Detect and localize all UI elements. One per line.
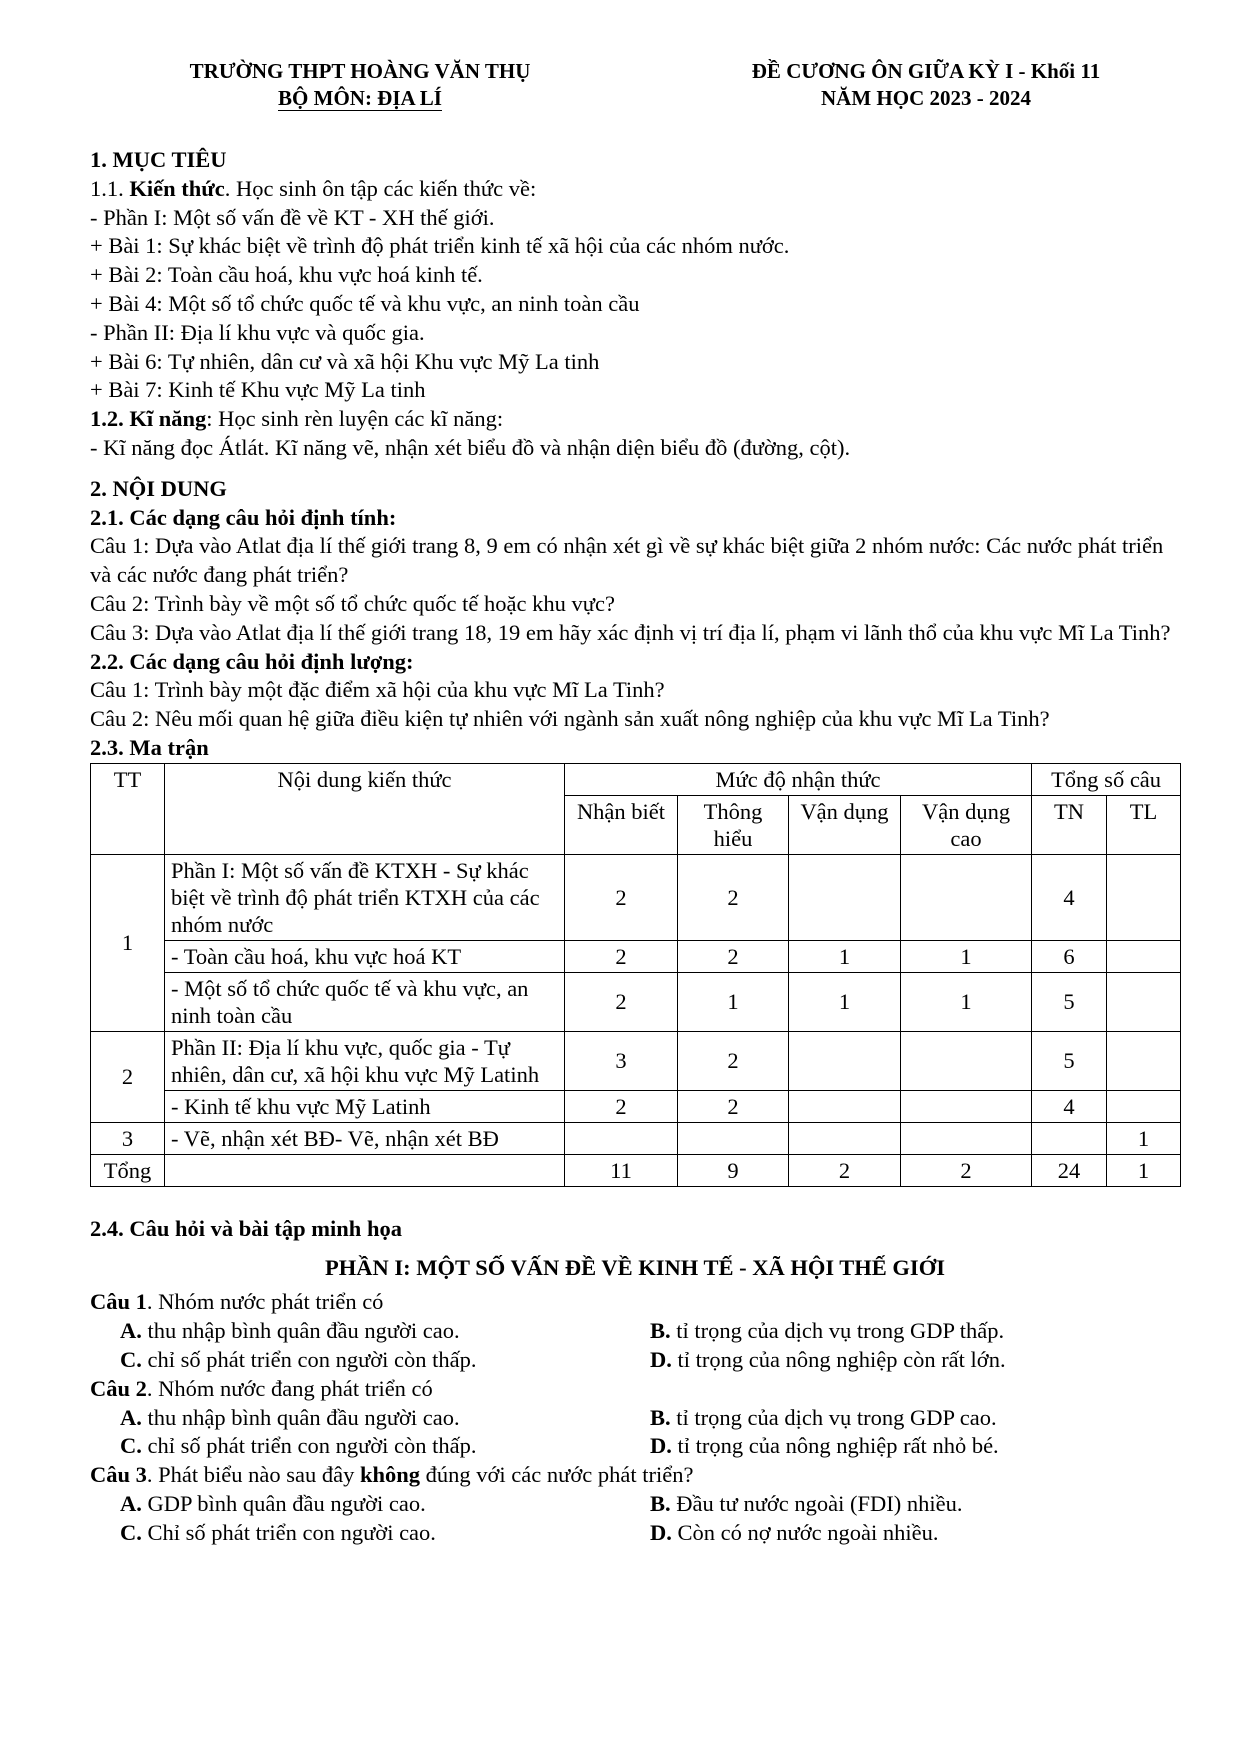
question-item: Câu 1: Dựa vào Atlat địa lí thế giới trang 8, 9 em có nhận xét gì về sự khác biệt giữa 2 nhóm nước: Các nước phát triển và các nước đang phát triển? (90, 533, 1164, 588)
answer-options (90, 1317, 1180, 1346)
content-cell: Phần II: Địa lí khu vực, quốc gia - Tự nhiên, dân cư, xã hội khu vực Mỹ Latinh (165, 1031, 565, 1090)
vd-cell (789, 1090, 901, 1122)
tl-cell: 1 (1107, 1122, 1181, 1154)
content-cell: - Một số tổ chức quốc tế và khu vực, an ninh toàn cầu (165, 972, 565, 1031)
answer-options (90, 1404, 1180, 1433)
tn-cell: 4 (1032, 854, 1107, 940)
school-block (120, 58, 600, 112)
header-content: Nội dung kiến thức (165, 763, 565, 854)
table-row (91, 854, 1181, 940)
skill-intro: 1.2. Kĩ năng: Học sinh rèn luyện các kĩ năng: (90, 406, 504, 432)
table-row (91, 1090, 1181, 1122)
vd-cell: 1 (789, 972, 901, 1031)
th-cell: 2 (678, 1090, 789, 1122)
option-c: C. Chỉ số phát triển con người cao. (120, 1519, 436, 1545)
tn-cell: 5 (1032, 972, 1107, 1031)
option-b: B. tỉ trọng của dịch vụ trong GDP thấp. (650, 1318, 1005, 1344)
table-row (91, 1122, 1181, 1154)
tn-cell: 4 (1032, 1090, 1107, 1122)
header-tl: TL (1107, 795, 1181, 854)
vd-cell: 1 (789, 940, 901, 972)
option-b: B. tỉ trọng của dịch vụ trong GDP cao. (650, 1404, 997, 1430)
group-number: 1 (91, 854, 165, 1031)
answer-options (90, 1519, 1180, 1548)
option-a: A. thu nhập bình quân đầu người cao. (120, 1404, 460, 1430)
option-d: D. tỉ trọng của nông nghiệp còn rất lớn. (650, 1346, 1006, 1372)
group-number: 2 (91, 1031, 165, 1122)
qualitative-title: 2.1. Các dạng câu hỏi định tính: (90, 504, 397, 530)
th-cell (678, 1122, 789, 1154)
th-cell: 1 (678, 972, 789, 1031)
objective-line: + Bài 1: Sự khác biệt về trình độ phát triển kinh tế xã hội của các nhóm nước. (90, 233, 790, 259)
th-cell: 9 (678, 1154, 789, 1186)
vdc-cell (901, 1090, 1032, 1122)
table-row (91, 940, 1181, 972)
question-stem: Câu 2. Nhóm nước đang phát triển có (90, 1375, 433, 1401)
document-page (90, 58, 1180, 1548)
tn-cell (1032, 1122, 1107, 1154)
nb-cell: 2 (565, 972, 678, 1031)
nb-cell: 3 (565, 1031, 678, 1090)
option-c: C. chỉ số phát triển con người còn thấp. (120, 1346, 477, 1372)
section-2-4-title: 2.4. Câu hỏi và bài tập minh họa (90, 1215, 402, 1241)
header-level: Mức độ nhận thức (565, 763, 1032, 795)
th-cell: 2 (678, 940, 789, 972)
option-b: B. Đầu tư nước ngoài (FDI) nhiều. (650, 1490, 963, 1516)
content-cell: Phần I: Một số vấn đề KTXH - Sự khác biệt về trình độ phát triển KTXH của các nhóm nước (165, 854, 565, 940)
question-stem: Câu 3. Phát biểu nào sau đây không đúng với các nước phát triển? (90, 1462, 694, 1488)
tl-cell (1107, 1090, 1181, 1122)
nb-cell: 2 (565, 940, 678, 972)
title-block (686, 58, 1166, 112)
table-row (91, 1031, 1181, 1090)
group-number: 3 (91, 1122, 165, 1154)
tl-cell (1107, 1031, 1181, 1090)
total-label: Tổng (91, 1154, 165, 1186)
question-item: Câu 2: Trình bày về một số tổ chức quốc tế hoặc khu vực? (90, 590, 615, 616)
content-cell: - Toàn cầu hoá, khu vực hoá KT (165, 940, 565, 972)
nb-cell: 2 (565, 854, 678, 940)
table-row (91, 972, 1181, 1031)
header-van-dung: Vận dụng (789, 795, 901, 854)
nb-cell: 2 (565, 1090, 678, 1122)
option-d: D. tỉ trọng của nông nghiệp rất nhỏ bé. (650, 1433, 999, 1459)
vd-cell (789, 1031, 901, 1090)
document-title: ĐỀ CƯƠNG ÔN GIỮA KỲ I - Khối 11 (751, 59, 1101, 83)
option-a: A. GDP bình quân đầu người cao. (120, 1490, 426, 1516)
content-cell: - Vẽ, nhận xét BĐ- Vẽ, nhận xét BĐ (165, 1122, 565, 1154)
question-stem: Câu 1. Nhóm nước phát triển có (90, 1289, 384, 1315)
objective-line: + Bài 2: Toàn cầu hoá, khu vực hoá kinh tế. (90, 262, 483, 288)
vdc-cell: 1 (901, 972, 1032, 1031)
vdc-cell: 1 (901, 940, 1032, 972)
section-2-title: 2. NỘI DUNG (90, 475, 227, 501)
header-tn: TN (1032, 795, 1107, 854)
tn-cell: 5 (1032, 1031, 1107, 1090)
department-name: BỘ MÔN: ĐỊA LÍ (278, 86, 442, 110)
content-cell: - Kinh tế khu vực Mỹ Latinh (165, 1090, 565, 1122)
tl-cell (1107, 854, 1181, 940)
part-1-title: PHẦN I: MỘT SỐ VẤN ĐỀ VỀ KINH TẾ - XÃ HỘI THẾ GIỚI (325, 1254, 945, 1280)
school-name: TRƯỜNG THPT HOÀNG VĂN THỤ (189, 59, 531, 83)
objective-line: - Phần II: Địa lí khu vực và quốc gia. (90, 319, 425, 345)
header-total: Tổng số câu (1032, 763, 1181, 795)
question-item: Câu 1: Trình bày một đặc điểm xã hội của khu vực Mĩ La Tinh? (90, 677, 665, 703)
content-cell (165, 1154, 565, 1186)
nb-cell: 11 (565, 1154, 678, 1186)
answer-options (90, 1432, 1180, 1461)
vd-cell: 2 (789, 1154, 901, 1186)
table-total-row (91, 1154, 1181, 1186)
vdc-cell (901, 854, 1032, 940)
header-thong-hieu: Thông hiểu (678, 795, 789, 854)
tl-cell: 1 (1107, 1154, 1181, 1186)
objective-line: + Bài 7: Kinh tế Khu vực Mỹ La tinh (90, 377, 426, 403)
answer-options (90, 1346, 1180, 1375)
vd-cell (789, 1122, 901, 1154)
knowledge-label: Kiến thức (129, 175, 225, 201)
vdc-cell: 2 (901, 1154, 1032, 1186)
header-van-dung-cao: Vận dụng cao (901, 795, 1032, 854)
section-1-title: 1. MỤC TIÊU (90, 147, 227, 172)
nb-cell (565, 1122, 678, 1154)
vd-cell (789, 854, 901, 940)
tn-cell: 24 (1032, 1154, 1107, 1186)
school-year: NĂM HỌC 2023 - 2024 (821, 86, 1031, 110)
knowledge-intro: 1.1. Kiến thức. Học sinh ôn tập các kiến thức về: (90, 175, 537, 201)
option-a: A. thu nhập bình quân đầu người cao. (120, 1318, 460, 1344)
objective-line: + Bài 6: Tự nhiên, dân cư và xã hội Khu vực Mỹ La tinh (90, 348, 600, 374)
option-c: C. chỉ số phát triển con người còn thấp. (120, 1433, 477, 1459)
th-cell: 2 (678, 854, 789, 940)
header-nhan-biet: Nhận biết (565, 795, 678, 854)
objective-line: + Bài 4: Một số tổ chức quốc tế và khu vực, an ninh toàn cầu (90, 290, 640, 316)
quantitative-title: 2.2. Các dạng câu hỏi định lượng: (90, 648, 414, 674)
th-cell: 2 (678, 1031, 789, 1090)
tl-cell (1107, 972, 1181, 1031)
vdc-cell (901, 1122, 1032, 1154)
header-tt: TT (91, 763, 165, 854)
objective-line: - Phần I: Một số vấn đề về KT - XH thế giới. (90, 204, 495, 230)
option-d: D. Còn có nợ nước ngoài nhiều. (650, 1519, 939, 1545)
tl-cell (1107, 940, 1181, 972)
question-item: Câu 3: Dựa vào Atlat địa lí thế giới trang 18, 19 em hãy xác định vị trí địa lí, phạm vi lãnh thổ của khu vực Mĩ La Tinh? (90, 619, 1171, 645)
vdc-cell (901, 1031, 1032, 1090)
table-header-row (91, 763, 1181, 795)
document-header (90, 58, 1180, 112)
knowledge-matrix-table (90, 763, 1181, 1187)
matrix-title: 2.3. Ma trận (90, 734, 209, 760)
answer-options (90, 1490, 1180, 1519)
question-item: Câu 2: Nêu mối quan hệ giữa điều kiện tự nhiên với ngành sản xuất nông nghiệp của khu vực Mĩ La Tinh? (90, 706, 1050, 732)
skill-line: - Kĩ năng đọc Átlát. Kĩ năng vẽ, nhận xét biểu đồ và nhận diện biểu đồ (đường, cột). (90, 434, 851, 460)
tn-cell: 6 (1032, 940, 1107, 972)
